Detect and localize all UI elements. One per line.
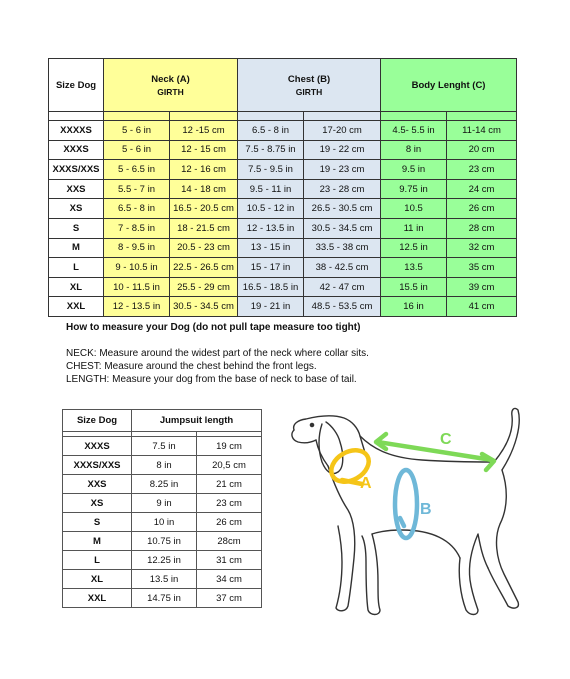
jumpsuit-row bbox=[63, 589, 262, 608]
jumpsuit-body bbox=[63, 432, 262, 608]
cell-chest-in: 7.5 - 8.75 in bbox=[238, 140, 304, 160]
jumpsuit-cell-in: 10 in bbox=[132, 513, 197, 532]
label-b: B bbox=[420, 501, 432, 518]
jumpsuit-cell-cm: 28cm bbox=[197, 532, 262, 551]
jumpsuit-cell-size: XL bbox=[63, 570, 132, 589]
spacer-row bbox=[49, 112, 517, 121]
cell-body-in: 8 in bbox=[381, 140, 447, 160]
cell-neck-in: 5 - 6 in bbox=[104, 121, 170, 141]
cell-neck-cm: 20.5 - 23 cm bbox=[170, 238, 238, 258]
cell-chest-cm: 33.5 - 38 cm bbox=[304, 238, 381, 258]
cell-size: S bbox=[49, 218, 104, 238]
cell-chest-cm: 23 - 28 cm bbox=[304, 179, 381, 199]
measure-instructions bbox=[66, 347, 369, 387]
cell-body-in: 9.75 in bbox=[381, 179, 447, 199]
cell-chest-in: 7.5 - 9.5 in bbox=[238, 160, 304, 180]
cell-chest-cm: 19 - 22 cm bbox=[304, 140, 381, 160]
jumpsuit-cell-size: XS bbox=[63, 494, 132, 513]
header-size-dog: Size Dog bbox=[49, 59, 104, 112]
cell-chest-cm: 48.5 - 53.5 cm bbox=[304, 297, 381, 317]
cell-size: L bbox=[49, 258, 104, 278]
header-neck bbox=[104, 59, 238, 112]
header-neck-label: Neck (A) bbox=[151, 73, 190, 85]
size-row bbox=[49, 297, 517, 317]
jumpsuit-cell-size: S bbox=[63, 513, 132, 532]
instruction-neck: NECK: Measure around the widest part of the neck where collar sits. bbox=[66, 348, 369, 359]
cell-chest-in: 10.5 - 12 in bbox=[238, 199, 304, 219]
cell-body-in: 12.5 in bbox=[381, 238, 447, 258]
jumpsuit-cell-cm: 23 cm bbox=[197, 494, 262, 513]
jumpsuit-cell-size: M bbox=[63, 532, 132, 551]
cell-chest-in: 15 - 17 in bbox=[238, 258, 304, 278]
jumpsuit-cell-cm: 20,5 cm bbox=[197, 456, 262, 475]
cell-neck-cm: 12 -15 cm bbox=[170, 121, 238, 141]
size-row bbox=[49, 218, 517, 238]
header-chest-sub: GIRTH bbox=[295, 86, 323, 97]
cell-neck-cm: 12 - 15 cm bbox=[170, 140, 238, 160]
cell-body-cm: 39 cm bbox=[447, 277, 517, 297]
cell-neck-in: 9 - 10.5 in bbox=[104, 258, 170, 278]
jumpsuit-header-size: Size Dog bbox=[63, 410, 132, 432]
cell-neck-in: 5 - 6.5 in bbox=[104, 160, 170, 180]
jumpsuit-cell-in: 14.75 in bbox=[132, 589, 197, 608]
cell-neck-cm: 22.5 - 26.5 cm bbox=[170, 258, 238, 278]
cell-chest-in: 13 - 15 in bbox=[238, 238, 304, 258]
cell-body-in: 15.5 in bbox=[381, 277, 447, 297]
cell-body-in: 13.5 bbox=[381, 258, 447, 278]
header-neck-sub: GIRTH bbox=[157, 86, 184, 97]
instruction-length: LENGTH: Measure your dog from the base of neck to base of tail. bbox=[66, 374, 357, 386]
cell-body-cm: 23 cm bbox=[447, 160, 517, 180]
cell-body-in: 9.5 in bbox=[381, 160, 447, 180]
size-row bbox=[49, 179, 517, 199]
jumpsuit-table bbox=[62, 409, 262, 608]
size-row bbox=[49, 258, 517, 278]
chest-ring bbox=[395, 470, 417, 538]
cell-size: M bbox=[49, 238, 104, 258]
cell-chest-in: 16.5 - 18.5 in bbox=[238, 277, 304, 297]
cell-body-cm: 32 cm bbox=[447, 238, 517, 258]
cell-body-in: 4.5- 5.5 in bbox=[381, 121, 447, 141]
dog-measurement-diagram bbox=[282, 398, 540, 623]
size-row bbox=[49, 140, 517, 160]
jumpsuit-row bbox=[63, 513, 262, 532]
jumpsuit-row bbox=[63, 456, 262, 475]
dog-outline bbox=[292, 408, 519, 614]
cell-body-in: 11 in bbox=[381, 218, 447, 238]
jumpsuit-cell-cm: 37 cm bbox=[197, 589, 262, 608]
size-row bbox=[49, 238, 517, 258]
jumpsuit-row bbox=[63, 494, 262, 513]
jumpsuit-row bbox=[63, 475, 262, 494]
size-row bbox=[49, 160, 517, 180]
cell-chest-cm: 38 - 42.5 cm bbox=[304, 258, 381, 278]
cell-neck-cm: 12 - 16 cm bbox=[170, 160, 238, 180]
jumpsuit-cell-in: 8.25 in bbox=[132, 475, 197, 494]
cell-body-cm: 35 cm bbox=[447, 258, 517, 278]
cell-neck-in: 12 - 13.5 in bbox=[104, 297, 170, 317]
jumpsuit-header-length: Jumpsuit length bbox=[132, 410, 262, 432]
cell-neck-in: 8 - 9.5 in bbox=[104, 238, 170, 258]
cell-size: XXS bbox=[49, 179, 104, 199]
size-chart-header bbox=[49, 59, 517, 112]
cell-chest-in: 9.5 - 11 in bbox=[238, 179, 304, 199]
cell-size: XXXXS bbox=[49, 121, 104, 141]
jumpsuit-row bbox=[63, 551, 262, 570]
cell-body-cm: 26 cm bbox=[447, 199, 517, 219]
cell-neck-cm: 16.5 - 20.5 cm bbox=[170, 199, 238, 219]
header-chest-label: Chest (B) bbox=[287, 73, 331, 85]
size-chart-table bbox=[48, 58, 517, 317]
label-a: A bbox=[360, 475, 372, 492]
jumpsuit-cell-in: 7.5 in bbox=[132, 437, 197, 456]
cell-chest-in: 6.5 - 8 in bbox=[238, 121, 304, 141]
jumpsuit-cell-size: L bbox=[63, 551, 132, 570]
instruction-chest: CHEST: Measure around the chest behind the front legs. bbox=[66, 361, 317, 373]
jumpsuit-cell-cm: 26 cm bbox=[197, 513, 262, 532]
cell-neck-cm: 18 - 21.5 cm bbox=[170, 218, 238, 238]
body-length-arrow bbox=[376, 434, 494, 470]
cell-size: XXXS bbox=[49, 140, 104, 160]
jumpsuit-cell-size: XXXS/XXS bbox=[63, 456, 132, 475]
cell-body-cm: 20 cm bbox=[447, 140, 517, 160]
cell-body-cm: 24 cm bbox=[447, 179, 517, 199]
cell-chest-cm: 17-20 cm bbox=[304, 121, 381, 141]
jumpsuit-cell-size: XXL bbox=[63, 589, 132, 608]
jumpsuit-cell-in: 10.75 in bbox=[132, 532, 197, 551]
cell-chest-cm: 42 - 47 cm bbox=[304, 277, 381, 297]
cell-chest-in: 19 - 21 in bbox=[238, 297, 304, 317]
jumpsuit-cell-cm: 19 cm bbox=[197, 437, 262, 456]
cell-chest-cm: 26.5 - 30.5 cm bbox=[304, 199, 381, 219]
cell-neck-cm: 30.5 - 34.5 cm bbox=[170, 297, 238, 317]
jumpsuit-cell-in: 13.5 in bbox=[132, 570, 197, 589]
cell-neck-in: 6.5 - 8 in bbox=[104, 199, 170, 219]
cell-chest-in: 12 - 13.5 in bbox=[238, 218, 304, 238]
measure-instructions-title: How to measure your Dog (do not pull tape measure too tight) bbox=[66, 322, 361, 333]
cell-size: XS bbox=[49, 199, 104, 219]
jumpsuit-row bbox=[63, 570, 262, 589]
cell-neck-in: 5 - 6 in bbox=[104, 140, 170, 160]
jumpsuit-cell-cm: 31 cm bbox=[197, 551, 262, 570]
cell-neck-in: 7 - 8.5 in bbox=[104, 218, 170, 238]
cell-body-cm: 28 cm bbox=[447, 218, 517, 238]
jumpsuit-row bbox=[63, 532, 262, 551]
cell-body-in: 16 in bbox=[381, 297, 447, 317]
cell-neck-cm: 14 - 18 cm bbox=[170, 179, 238, 199]
header-body-length: Body Lenght (C) bbox=[381, 59, 517, 112]
jumpsuit-cell-size: XXS bbox=[63, 475, 132, 494]
header-chest bbox=[238, 59, 381, 112]
cell-chest-cm: 19 - 23 cm bbox=[304, 160, 381, 180]
size-row bbox=[49, 121, 517, 141]
jumpsuit-cell-in: 8 in bbox=[132, 456, 197, 475]
cell-neck-in: 10 - 11.5 in bbox=[104, 277, 170, 297]
cell-body-cm: 41 cm bbox=[447, 297, 517, 317]
size-chart-body bbox=[49, 112, 517, 317]
jumpsuit-cell-cm: 21 cm bbox=[197, 475, 262, 494]
size-row bbox=[49, 277, 517, 297]
cell-neck-in: 5.5 - 7 in bbox=[104, 179, 170, 199]
cell-size: XXL bbox=[49, 297, 104, 317]
jumpsuit-cell-cm: 34 cm bbox=[197, 570, 262, 589]
jumpsuit-cell-in: 9 in bbox=[132, 494, 197, 513]
size-row bbox=[49, 199, 517, 219]
jumpsuit-cell-size: XXXS bbox=[63, 437, 132, 456]
cell-size: XXXS/XXS bbox=[49, 160, 104, 180]
label-c: C bbox=[440, 431, 452, 448]
cell-body-in: 10.5 bbox=[381, 199, 447, 219]
jumpsuit-cell-in: 12.25 in bbox=[132, 551, 197, 570]
jumpsuit-header bbox=[63, 410, 262, 432]
cell-body-cm: 11-14 cm bbox=[447, 121, 517, 141]
jumpsuit-row bbox=[63, 437, 262, 456]
cell-chest-cm: 30.5 - 34.5 cm bbox=[304, 218, 381, 238]
cell-size: XL bbox=[49, 277, 104, 297]
cell-neck-cm: 25.5 - 29 cm bbox=[170, 277, 238, 297]
